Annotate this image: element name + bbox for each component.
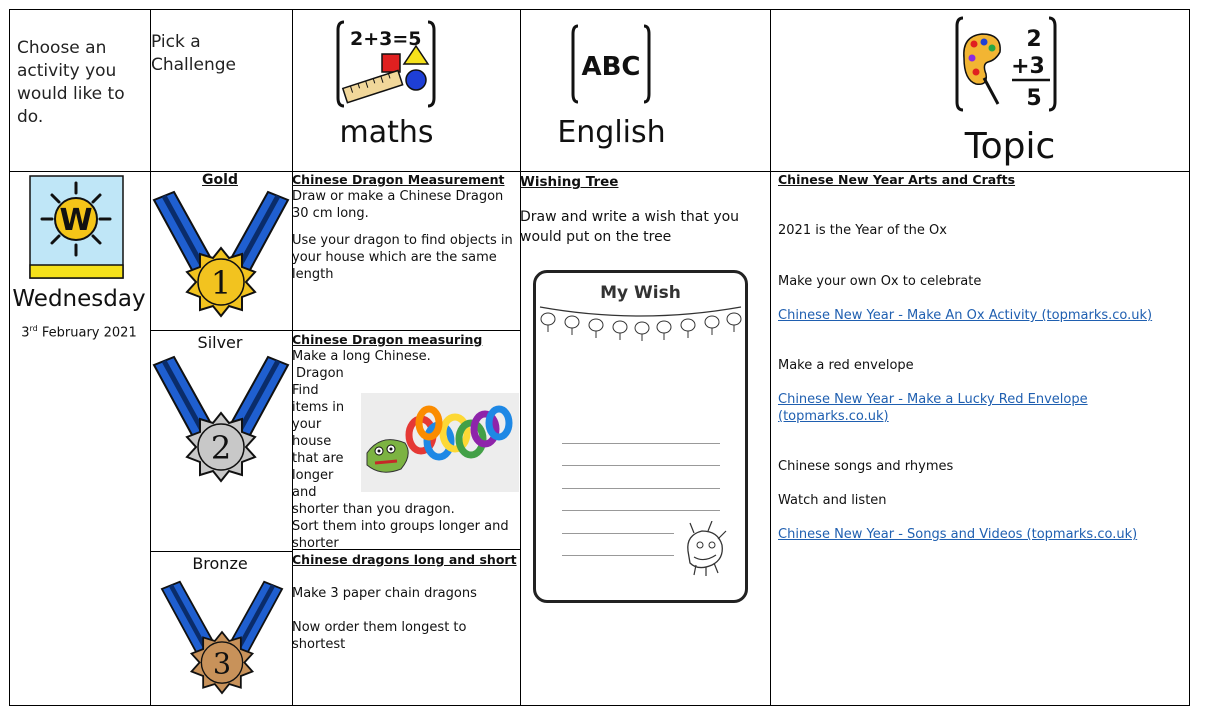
grid-line (770, 10, 771, 705)
maths-label: maths (339, 115, 434, 150)
intro-text: Choose an activity you would like to do. (17, 38, 125, 127)
wish-line (562, 488, 720, 489)
topic-link-envelope[interactable]: Chinese New Year - Make a Lucky Red Envelope (778, 392, 1088, 407)
wish-line (562, 465, 720, 466)
maths-silver-line: and (292, 485, 317, 500)
maths-sum-text: 2+3=5 (350, 28, 422, 50)
bronze-medal-icon (160, 580, 284, 702)
maths-silver-line: items in (292, 400, 345, 415)
maths-silver-line: Find (292, 383, 319, 398)
date-day: 3 (21, 325, 30, 341)
maths-gold-p2: Use your dragon to find objects in your house which are the same length (292, 233, 513, 282)
grid-line (150, 10, 151, 705)
english-title: Wishing Tree (520, 174, 619, 190)
maths-gold-p1: Draw or make a Chinese Dragon 30 cm long. (292, 189, 504, 221)
maths-bronze-title: Chinese dragons long and short (292, 552, 517, 567)
english-label: English (557, 115, 666, 150)
english-icon (570, 22, 652, 106)
day-letter: W (59, 203, 93, 238)
dragon-head-icon (678, 521, 728, 577)
topic-title: Chinese New Year Arts and Crafts (778, 172, 1016, 187)
date-suffix: rd (29, 324, 38, 333)
bronze-medal-number: 3 (212, 646, 232, 681)
topic-text-songs: Chinese songs and rhymes (778, 459, 954, 474)
grid-line (150, 330, 520, 331)
maths-silver-line: house (292, 434, 332, 449)
topic-cell (778, 172, 1183, 543)
maths-gold-cell (292, 172, 520, 283)
maths-bronze-p2: Now order them longest to shortest (292, 620, 467, 652)
silver-medal-number: 2 (210, 429, 232, 467)
topic-text-ox: Make your own Ox to celebrate (778, 274, 982, 289)
maths-icon (336, 18, 436, 108)
topic-icon (954, 14, 1058, 114)
maths-silver-line: shorter than you dragon. (292, 502, 455, 517)
topic-sum-top: 2 (1026, 27, 1042, 52)
topic-label: Topic (964, 126, 1056, 167)
wish-line (562, 533, 674, 534)
maths-silver-line: longer (292, 468, 334, 483)
maths-bronze-p1: Make 3 paper chain dragons (292, 586, 477, 601)
grid-line (150, 551, 292, 552)
day-date (10, 320, 148, 342)
medal-label-bronze: Bronze (192, 554, 248, 573)
challenge-text: Pick a Challenge (151, 32, 236, 75)
wish-line (562, 510, 720, 511)
maths-silver-line: Dragon (296, 366, 344, 381)
topic-sum-bot: 5 (1026, 86, 1042, 111)
topic-link-songs[interactable]: Chinese New Year - Songs and Videos (topmarks.co.uk) (778, 527, 1138, 542)
lantern-garland-icon (536, 301, 745, 351)
paper-dragon-image (361, 393, 519, 492)
topic-text-year: 2021 is the Year of the Ox (778, 223, 947, 238)
english-abc-text: ABC (581, 52, 641, 82)
topic-text-watch: Watch and listen (778, 493, 887, 508)
gold-medal-number: 1 (210, 264, 232, 302)
date-rest: February 2021 (37, 325, 137, 341)
topic-sum-mid: +3 (1011, 54, 1045, 79)
my-wish-card (533, 270, 748, 603)
maths-bronze-cell (292, 552, 518, 653)
maths-silver-line: Sort them into groups longer and shorter (292, 519, 509, 551)
wednesday-icon (29, 175, 124, 279)
day-name: Wednesday (12, 286, 146, 312)
wish-line (562, 555, 674, 556)
my-wish-title: My Wish (600, 283, 681, 303)
maths-silver-line: your (292, 417, 322, 432)
gold-medal-icon (152, 190, 290, 326)
medal-label-silver: Silver (197, 333, 243, 352)
english-p1: Draw and write a wish that you would put on the tree (520, 209, 740, 245)
silver-medal-icon (152, 355, 290, 491)
maths-gold-title: Chinese Dragon Measurement (292, 172, 505, 187)
wish-line (562, 443, 720, 444)
maths-silver-line: that are (292, 451, 344, 466)
medal-label-gold: Gold (202, 172, 238, 188)
topic-text-envelope: Make a red envelope (778, 358, 914, 373)
topic-link-ox[interactable]: Chinese New Year - Make An Ox Activity (topmarks.co.uk) (778, 308, 1153, 323)
maths-silver-title: Chinese Dragon measuring (292, 332, 483, 347)
english-cell (520, 174, 765, 247)
topic-link-envelope-cont[interactable]: (topmarks.co.uk) (778, 409, 889, 424)
maths-silver-line: Make a long Chinese. (292, 349, 431, 364)
